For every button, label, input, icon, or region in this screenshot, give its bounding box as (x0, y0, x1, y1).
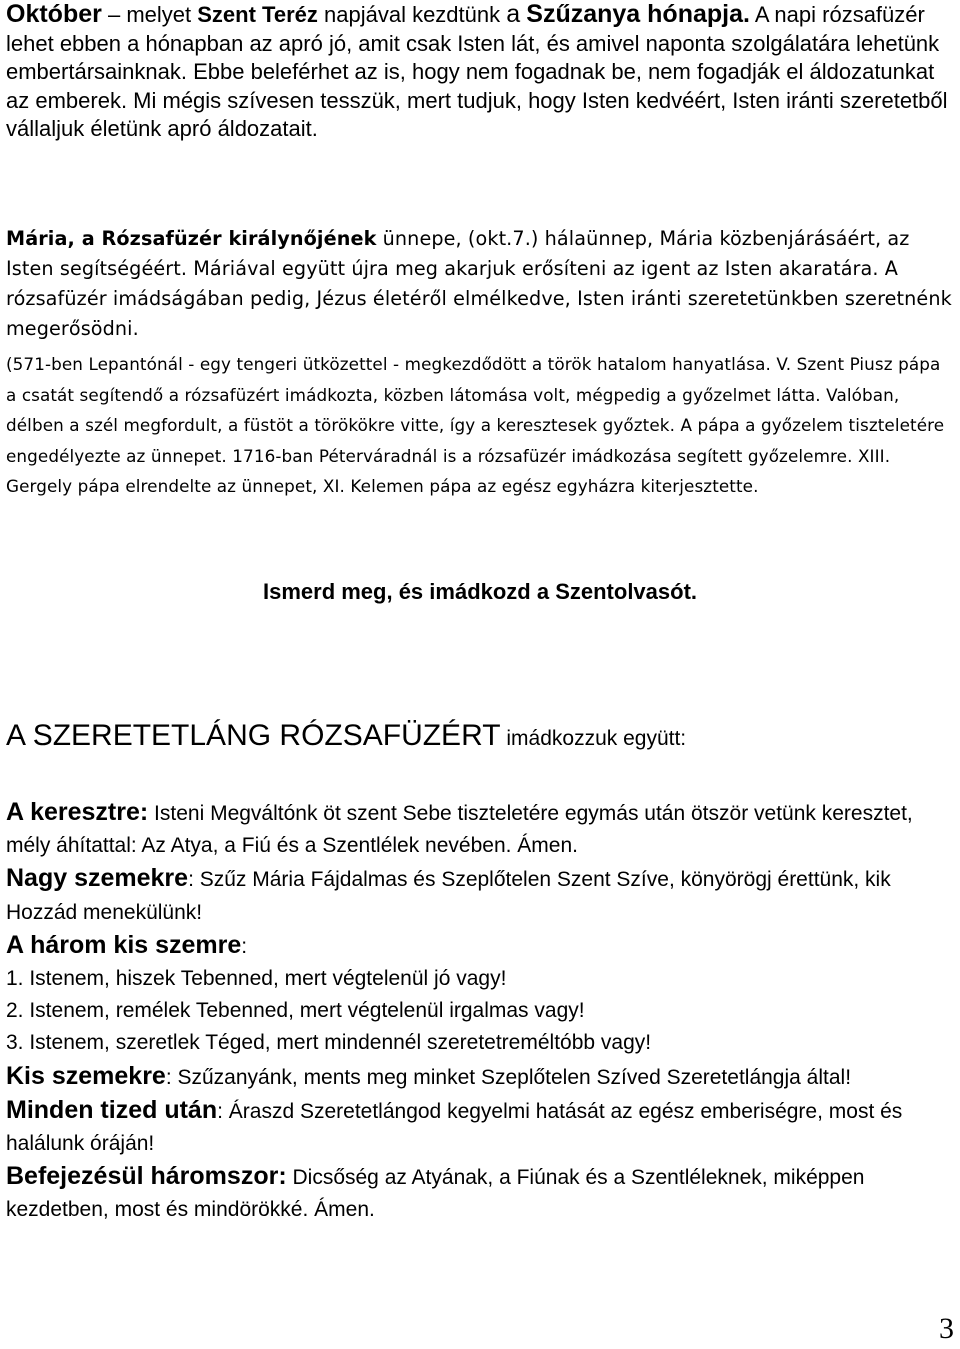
month-title: Október (6, 0, 102, 28)
three-small-line-3: 3. Istenem, szeretlek Téged, mert mindennél szeretetreméltóbb vagy! (6, 1031, 652, 1055)
every-tenth-label: Minden tized után (6, 1095, 218, 1124)
closing-instruction (6, 1160, 956, 1226)
rosary-heading-title: A SZERETETLÁNG RÓZSAFÜZÉRT (6, 719, 501, 752)
intro-body: A napi rózsafüzér lehet ebben a hónapban az apró jó, amit csak Isten lát, és amivel naponta szolgálatára lehetünk embertársainknak. Ebbe beleférhet az is, hogy nem fogadnak be, nem fogadják el áldozatunkat az emberek. Mi mégis szívesen tesszük, mert tudjuk, hogy Isten kedvéért, Isten iránti szeretetből vállaljuk életünk apró áldozatait. (6, 2, 948, 141)
rosary-heading (6, 715, 954, 760)
big-beads-label: Nagy szemekre (6, 864, 189, 893)
small-beads-text: : Szűzanyánk, ments meg minket Szeplőtelen Szíved Szeretetlángja által! (165, 1065, 852, 1089)
three-small-label: A három kis szemre (6, 930, 242, 959)
three-small-colon: : (241, 934, 248, 958)
closing-text: Dicsőség az Atyának, a Fiúnak és a Szentléleknek, miképpen kezdetben, most és mindörökké. Ámen. (6, 1166, 865, 1222)
maria-feast-body: ünnepe, (okt.7.) hálaünnep, Mária közbenjárásáért, az Isten segítségéért. Máriával együtt újra meg akarjuk erősíteni az igent az Isten akaratára. A rózsafüzér imádságában pedig, Jézus életéről elmélkedve, Isten iránti szeretetünkben szeretnénk megerősödni. (6, 227, 952, 340)
big-beads-instruction (6, 862, 956, 928)
three-small-line-1: 1. Istenem, hiszek Tebenned, mert végtelenül jó vagy! (6, 967, 507, 991)
intro-lead-b: napjával kezdtünk (324, 2, 501, 27)
call-to-action: Ismerd meg, és imádkozd a Szentolvasót. (262, 579, 698, 604)
small-beads-instruction (6, 1060, 956, 1094)
cross-label: A keresztre: (6, 798, 149, 826)
big-beads-text: : Szűz Mária Fájdalmas és Szeplőtelen Szent Szíve, könyörögj érettünk, kik Hozzád menekülünk! (6, 868, 891, 924)
saint-name: Szent Teréz (197, 2, 318, 27)
intro-paragraph: Október – melyet Szent Teréz napjával kezdtünk a Szűzanya hónapja. A napi rózsafüzér lehet ebben a hónapban az apró jó, amit csak Isten lát, és amivel naponta szolgálatára lehetünk embertársainknak. Ebbe beleférhet az is, hogy nem fogadnak be, nem fogadják el áldozatunkat az emberek. Mi mégis szívesen tesszük, mert tudjuk, hogy Isten kedvéért, Isten iránti szeretetből vállaljuk életünk apró áldozatait. (6, 0, 948, 141)
every-tenth-instruction (6, 1094, 956, 1160)
intro-lead-c: a (506, 0, 521, 28)
month-dedication: Szűzanya hónapja. (526, 0, 750, 28)
cross-instruction (6, 796, 956, 862)
every-tenth-text: : Áraszd Szeretetlángod kegyelmi hatását az egész emberiségre, most és halálunk óráján! (6, 1099, 903, 1156)
page-number: 3 (939, 1312, 954, 1345)
intro-lead-a: melyet (126, 2, 192, 27)
small-beads-label: Kis szemekre (6, 1061, 166, 1090)
three-small-line-2: 2. Istenem, remélek Tebenned, mert végtelenül irgalmas vagy! (6, 999, 585, 1023)
cross-text: Isteni Megváltónk öt szent Sebe tiszteletére egymás után ötször vetünk keresztet, mély áhítattal: Az Atya, a Fiú és a Szentlélek nevében. Ámen. (6, 802, 913, 858)
closing-label: Befejezésül háromszor: (6, 1162, 287, 1191)
maria-feast-title: Mária, a Rózsafüzér királynőjének (6, 227, 377, 250)
maria-feast-paragraph (6, 224, 954, 344)
prayer-instructions (6, 796, 956, 1227)
lepanto-history: (571-ben Lepantónál - egy tengeri ütközettel - megkezdődött a török hatalom hanyatlása. V. Szent Piusz pápa a csatát segítendő a rózsafüzért imádkozta, közben látomása volt, mégpedig a győzelmet látta. Valóban, délben a szél megfordult, a füstöt a törökökre vitte, így a keresztesek győztek. A pápa a győzelem tiszteletére engedélyezte az ünnepet. 1716-ban Péterváradnál is a rózsafüzér imádkozása segített győzelemre. XIII. Gergely pápa elrendelte az ünnepet, XI. Kelemen pápa az egész egyházra kiterjesztette. (6, 354, 945, 496)
three-small-beads-heading (6, 929, 956, 963)
rosary-heading-rest: imádkozzuk együtt: (506, 727, 687, 750)
